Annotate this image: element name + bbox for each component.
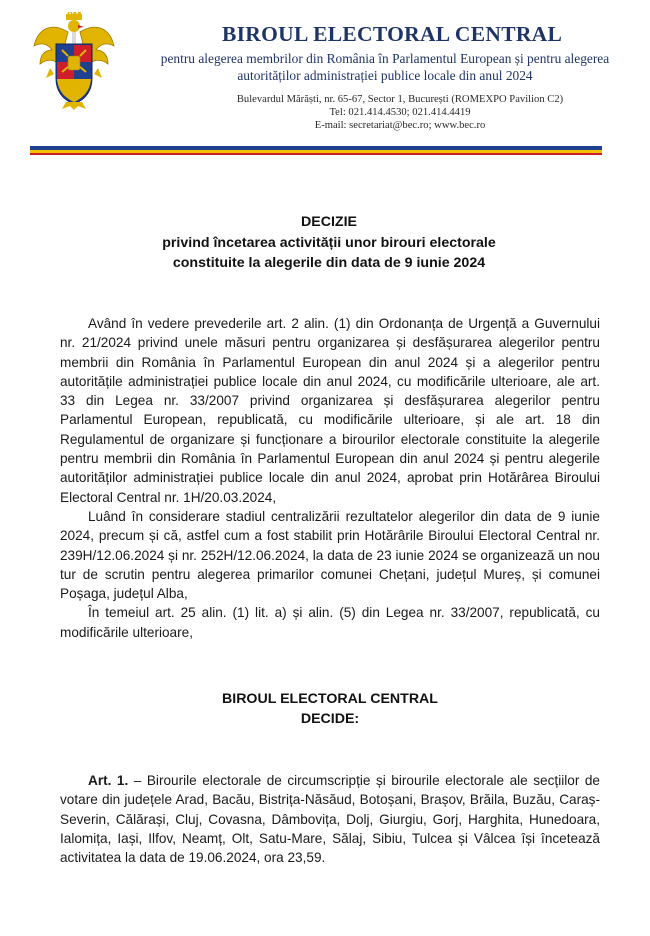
preamble [60, 314, 600, 642]
address: Bulevardul Mărăști, nr. 65-67, Sector 1, București (ROMEXPO Pavilion C2) [236, 94, 564, 105]
preamble-paragraph: În temeiul art. 25 alin. (1) lit. a) și alin. (5) din Legea nr. 33/2007, republicată, cu modificările ulterioare, [60, 605, 600, 640]
article-1 [60, 771, 600, 867]
phone: Tel: 021.414.4530; 021.414.4419 [329, 106, 471, 118]
preamble-paragraph: Luând în considerare stadiul centralizării rezultatelor alegerilor din data de 9 iunie 2024, precum și că, astfel cum a fost stabilit prin Hotărârile Biroului Electoral Central nr. 239H/12.06.2024 și nr. 252H/12.06.2024, la data de 23 iunie 2024 se organizează un nou tur de scrutin pentru alegerea primarilor comunei Chețani, județul Mureș, și comunei Poșaga, județul Alba, [60, 508, 600, 602]
contact-block [200, 94, 600, 132]
preamble-paragraph: Având în vedere prevederile art. 2 alin. (1) din Ordonanța de Urgență a Guvernului nr. 21/2024 privind unele măsuri pentru organizarea și desfășurarea alegerilor pentru membrii din România în Parlamentul European din anul 2024 și a alegerilor pentru autoritățile administrației publice locale din anul 2024, cu modificările ulterioare, ale art. 33 din Legea nr. 33/2007 privind organizarea și desfășurarea alegerilor pentru Parlamentul European, republicată, cu modificările ulterioare, și ale art. 18 din Regulamentul de organizare și funcționare a birourilor electorale constituite la alegerile pentru membrii din România în Parlamentul European din anul 2024 și pentru alegerile autorităților administrației publice locale din anul 2024, aprobat prin Hotărârea Biroului Electoral Central nr. 1H/20.03.2024, [60, 316, 600, 505]
tricolor-rule-red [30, 153, 602, 155]
romanian-coat-of-arms-icon [32, 12, 116, 110]
email: E-mail: secretariat@bec.ro; www.bec.ro [314, 119, 486, 131]
decision-title: DECIZIE [301, 214, 357, 230]
letterhead [0, 0, 650, 160]
article-text: – Birourile electorale de circumscripție și birourile electorale ale secțiilor de votare din județele Arad, Bacău, Bistrița-Năsăud, Botoșani, Brașov, Brăila, Buzău, Caraș-Severin, Călărași, Cluj, Covasna, Dâmbovița, Dolj, Giurgiu, Gorj, Harghita, Hunedoara, Ialomița, Iași, Ilfov, Neamț, Olt, Satu-Mare, Sălaj, Sibiu, Tulcea și Vâlcea își încetează activitatea la data de 19.06.2024, ora 23,59. [60, 773, 600, 866]
decision-subject-line: constituite la alegerile din data de 9 iunie 2024 [172, 255, 486, 271]
decision-subject-line: privind încetarea activității unor birouri electorale [162, 234, 496, 251]
article-paragraph [60, 771, 600, 867]
decides-heading [60, 689, 600, 729]
decides-org: BIROUL ELECTORAL CENTRAL [222, 691, 438, 707]
article-label: Art. 1. [88, 773, 129, 788]
decision-heading [60, 212, 598, 274]
org-title: BIROUL ELECTORAL CENTRAL [222, 22, 563, 46]
decides-verb: DECIDE: [300, 711, 360, 727]
org-subtitle: pentru alegerea membrilor din România în Parlamentul European și pentru alegerea autorităților administrației publice locale din anul 2024 [160, 51, 610, 83]
